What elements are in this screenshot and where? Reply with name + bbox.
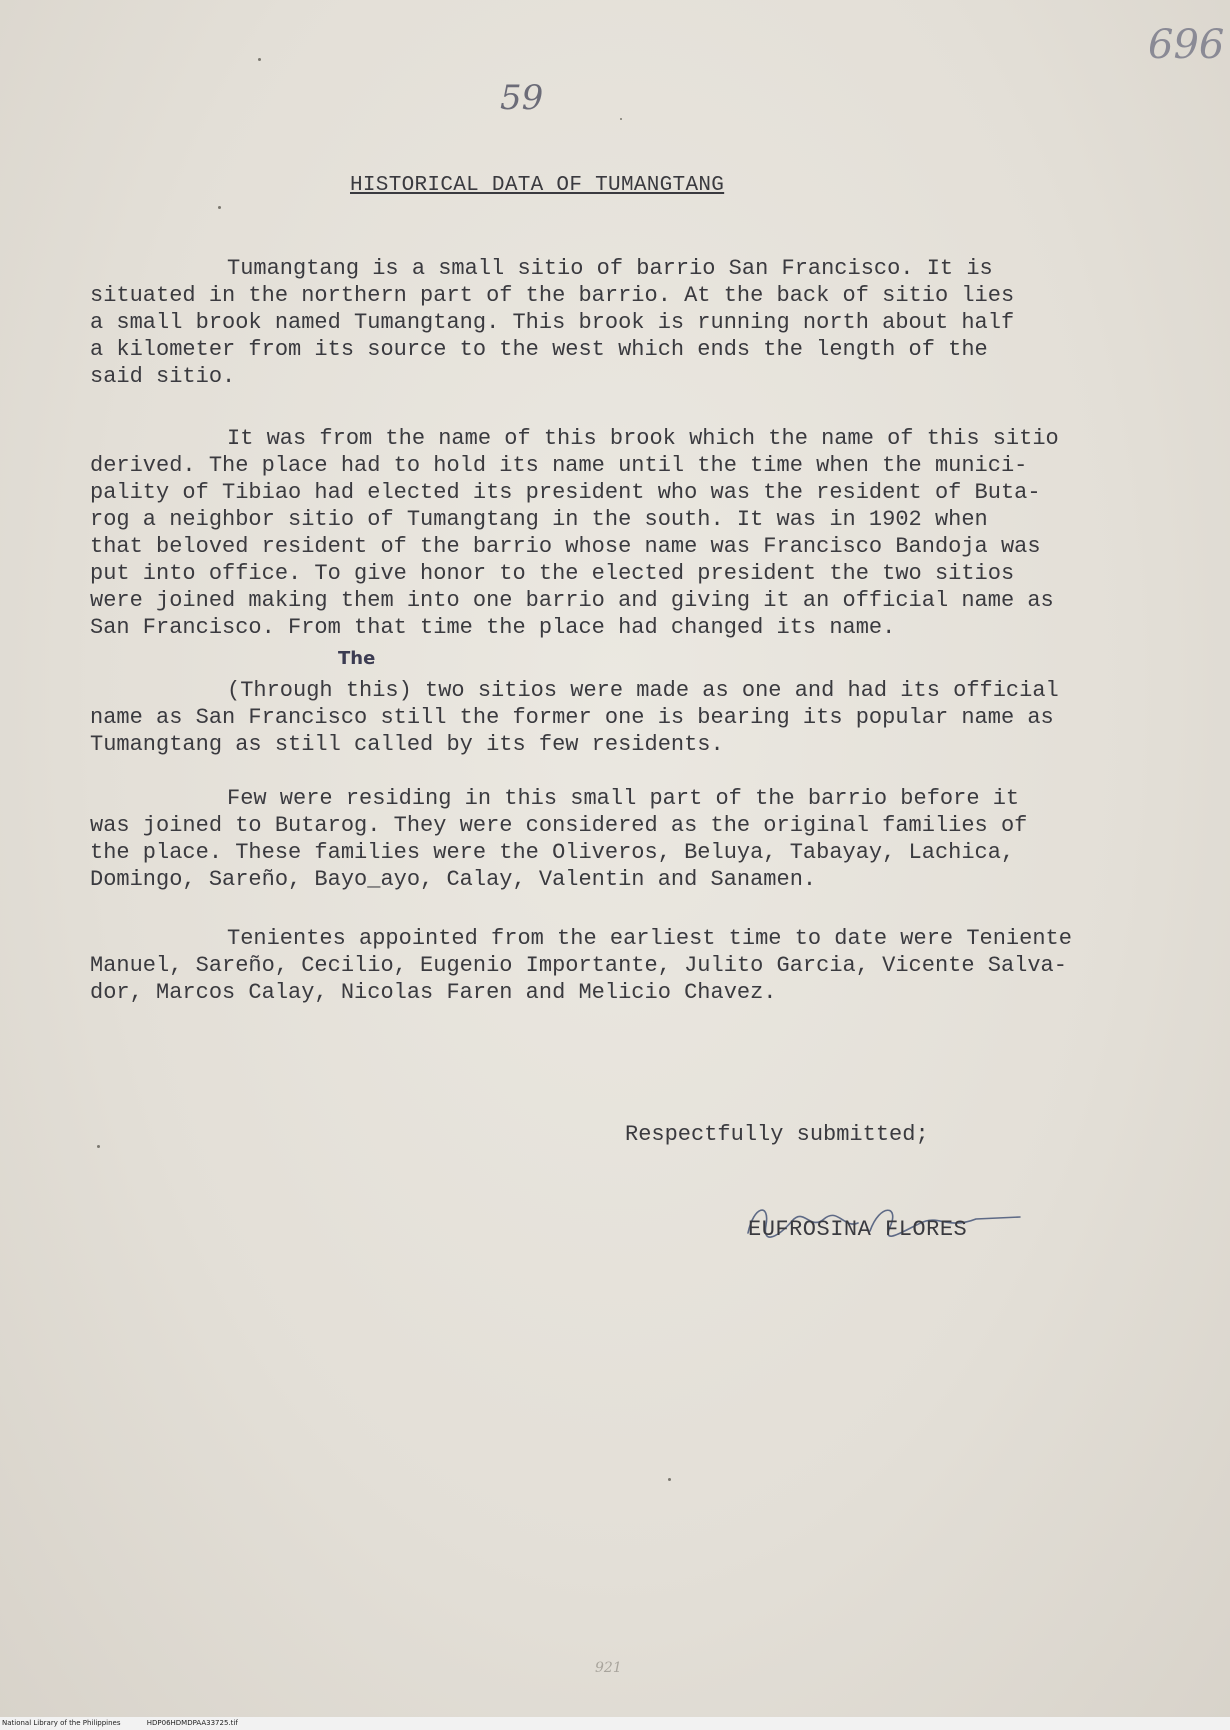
paragraph-popular-name: (Through this) two sitios were made as one and had its official name as San Francisco still the former one is bearing its popular name as Tumangtang as still called by its few residents. [90, 678, 1059, 757]
scan-footer [0, 1717, 1230, 1730]
paper-speck [620, 118, 622, 120]
document-title: HISTORICAL DATA OF TUMANGTANG [350, 174, 725, 197]
page-number: 59 [500, 78, 544, 118]
closing-line: Respectfully submitted; [625, 1122, 929, 1147]
paper-speck [668, 1478, 671, 1481]
bottom-stamp: 921 [595, 1660, 622, 1676]
paper-speck [218, 206, 221, 209]
paper-speck [258, 58, 261, 61]
paragraph-tenientes: Tenientes appointed from the earliest time to date were Teniente Manuel, Sareño, Cecilio, Eugenio Importante, Julito Garcia, Vicente Salva- dor, Marcos Calay, Nicolas Faren and Melicio Chavez. [90, 926, 1072, 1005]
signature-block [740, 1195, 1040, 1255]
paragraph-origin: Tumangtang is a small sitio of barrio San Francisco. It is situated in the northern part of the barrio. At the back of sitio lies a small brook named Tumangtang. This brook is running north about half a kilometer from its source to the west which ends the length of the said sitio. [90, 256, 1015, 389]
paragraph-original-families: Few were residing in this small part of the barrio before it was joined to Butarog. They were considered as the original families of the place. These families were the Oliveros, Beluya, Tabayay, Lachica, Domingo, Sareño, Bayo_ayo, Calay, Valentin and Sanamen. [90, 786, 1028, 892]
footer-library: National Library of the Philippines [2, 1719, 121, 1727]
signer-name: EUFROSINA FLORES [748, 1217, 968, 1242]
footer-file: HDP06HDMDPAA33725.tif [146, 1719, 238, 1727]
folio-number: 696 [1148, 22, 1225, 68]
paper-speck [97, 1145, 100, 1148]
handwritten-correction: The [338, 648, 376, 669]
paragraph-name-history: It was from the name of this brook which the name of this sitio derived. The place had to hold its name until the time when the munici- pality of Tibiao had elected its president who was the resident of Buta- rog a neighbor sitio of Tumangtang in the south. It was in 1902 when that beloved resident of the barrio whose name was Francisco Bandoja was put into office. To give honor to the elected president the two sitios were joined making them into one barrio and giving it an official name as San Francisco. From that time the place had changed its name. [90, 426, 1059, 640]
